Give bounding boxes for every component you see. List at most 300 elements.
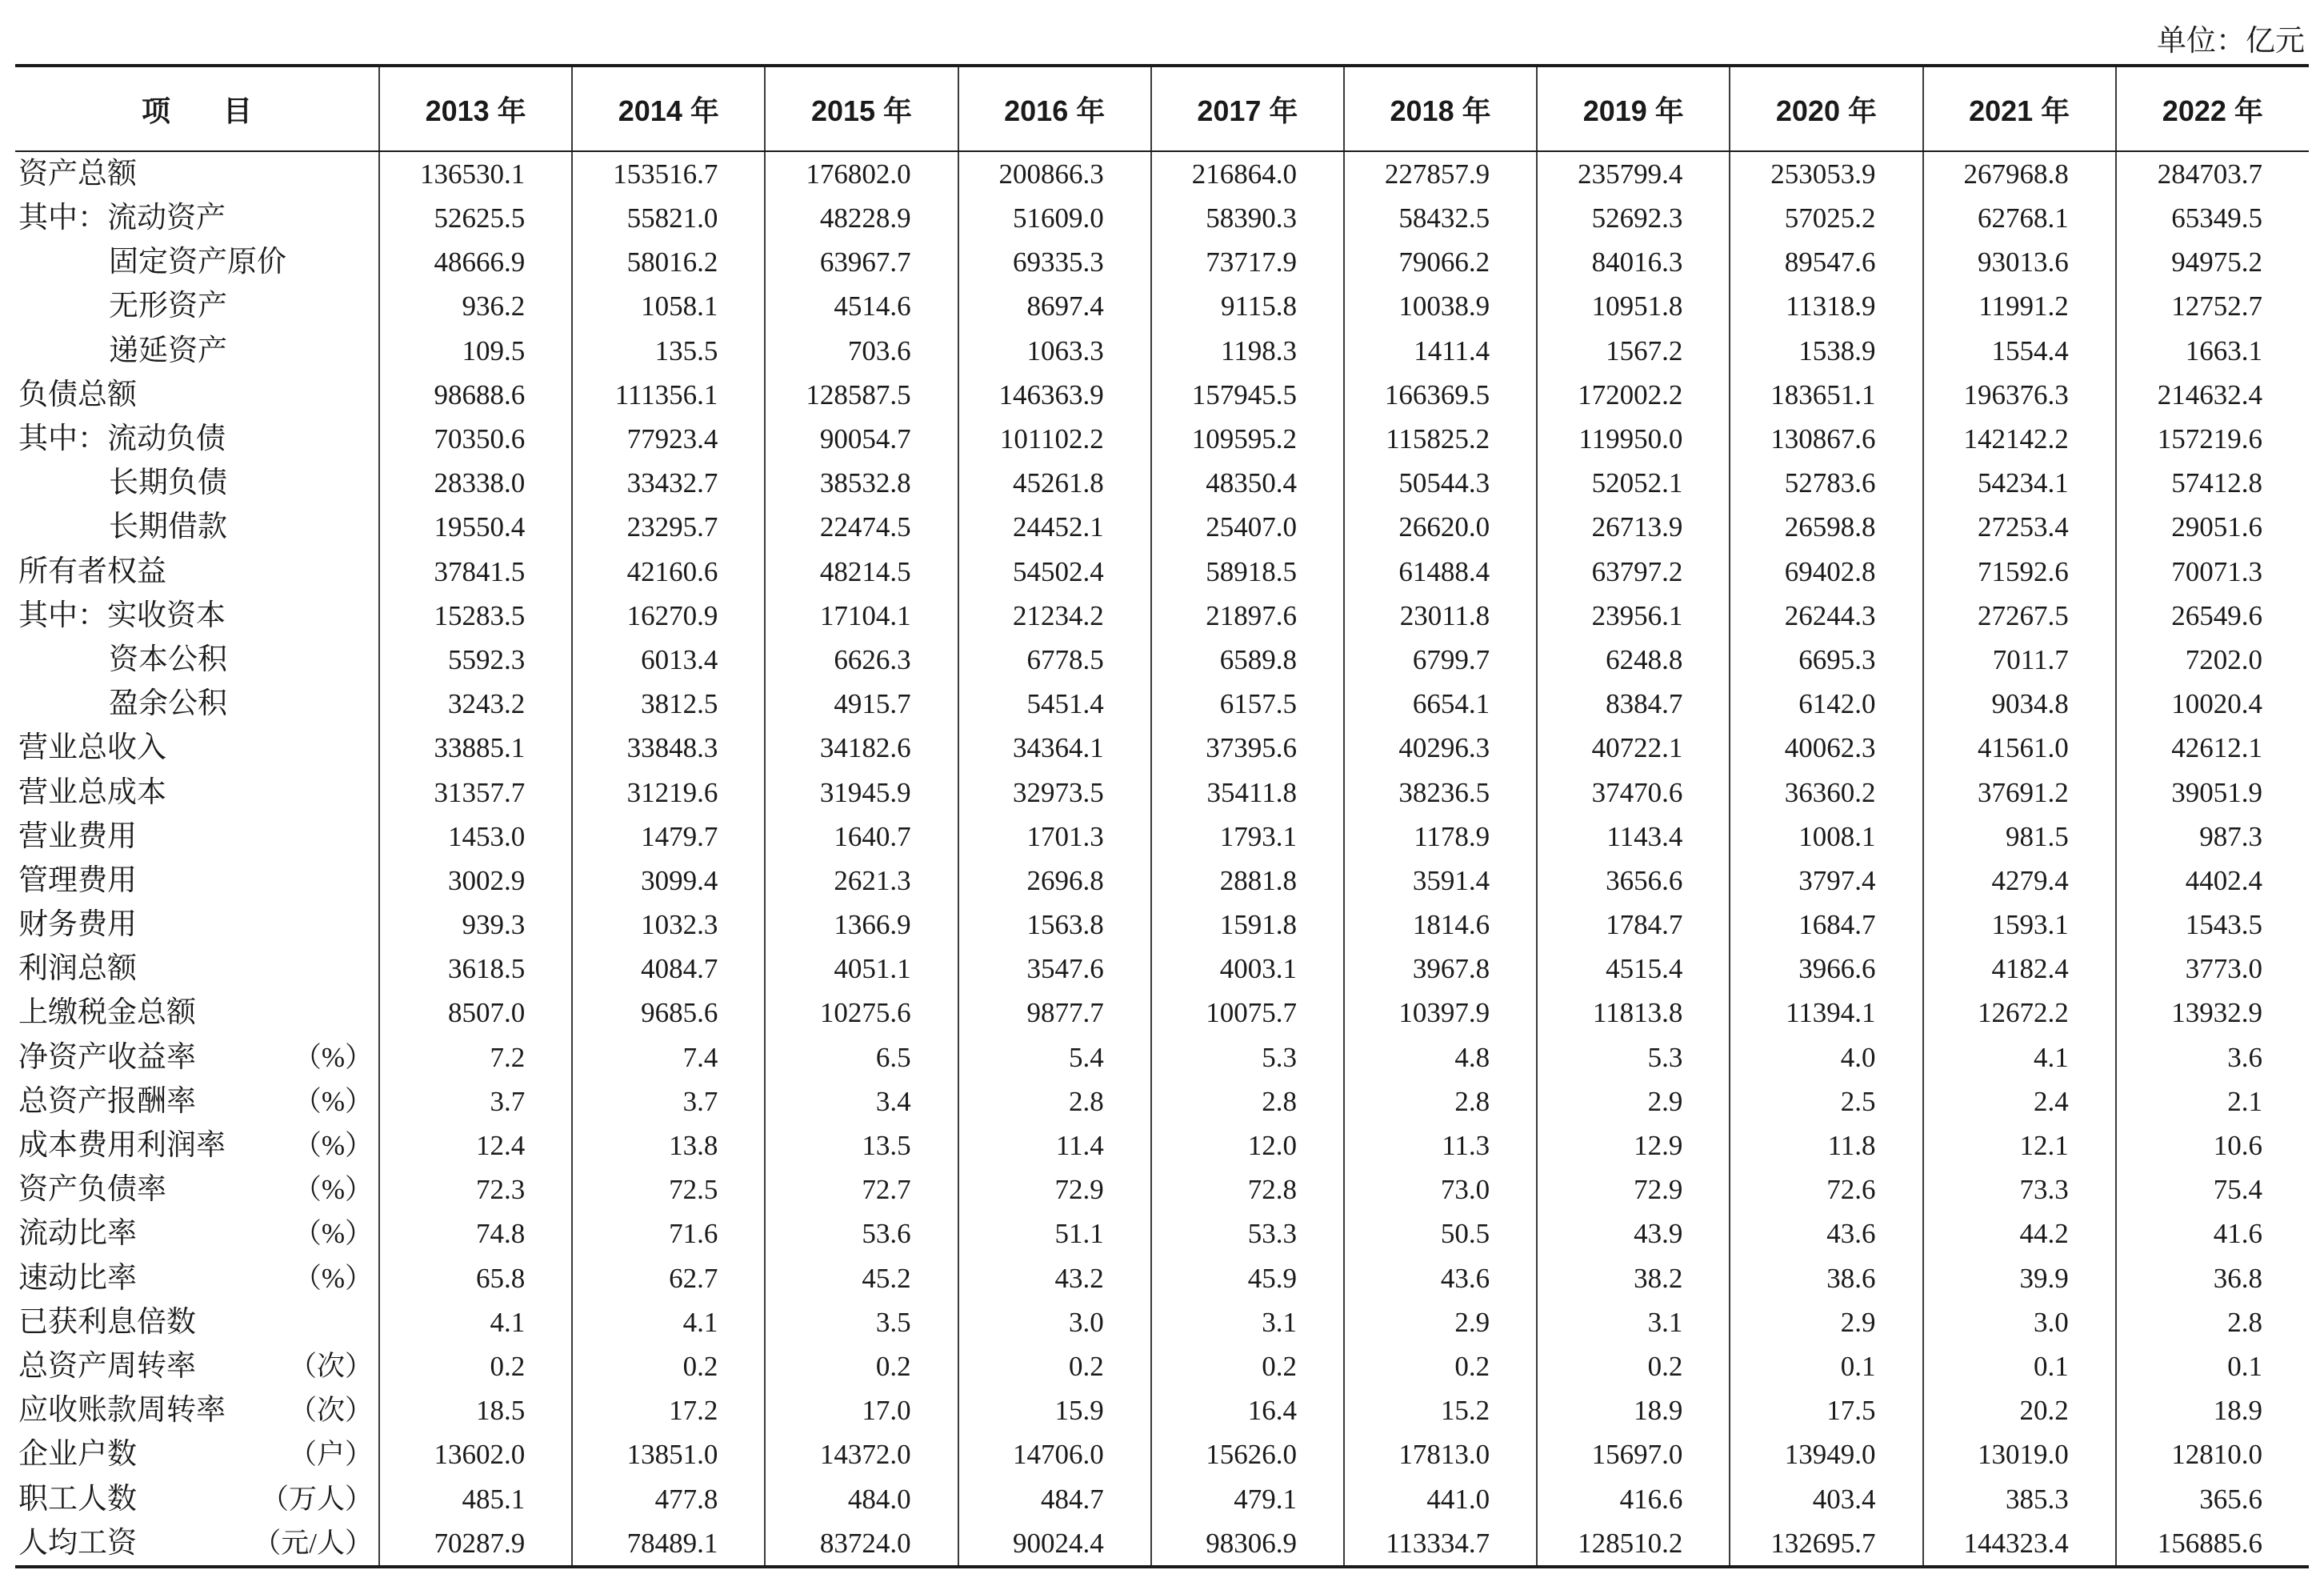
- row-label-main: [18, 1256, 137, 1300]
- value-cell: 94975.2: [2116, 240, 2309, 284]
- value-cell: 109595.2: [1151, 417, 1344, 461]
- row-label-main: [18, 1477, 137, 1521]
- value-cell: 8384.7: [1537, 682, 1730, 726]
- value-cell: 1178.9: [1344, 815, 1537, 859]
- row-label: 营业总收入: [18, 731, 166, 765]
- value-cell: 27253.4: [1923, 505, 2116, 549]
- row-label: 长期负债: [109, 467, 227, 500]
- row-label-wrap: [18, 1477, 373, 1521]
- row-label-wrap: [18, 461, 373, 505]
- row-label-wrap: [18, 373, 373, 417]
- row-label-main: [18, 1344, 196, 1388]
- row-label-cell: [15, 1167, 379, 1212]
- row-unit: （元/人）: [253, 1527, 374, 1559]
- value-cell: 477.8: [572, 1476, 765, 1520]
- value-cell: 1366.9: [765, 903, 958, 947]
- value-cell: 15697.0: [1537, 1432, 1730, 1476]
- row-unit: （%）: [293, 1085, 374, 1117]
- value-cell: 36360.2: [1730, 770, 1922, 814]
- row-label-wrap: [18, 947, 373, 991]
- row-label-cell: [15, 682, 379, 726]
- value-cell: 69335.3: [958, 240, 1151, 284]
- value-cell: 0.2: [1537, 1344, 1730, 1388]
- value-cell: 6248.8: [1537, 638, 1730, 682]
- value-cell: 21234.2: [958, 594, 1151, 638]
- value-cell: 43.2: [958, 1256, 1151, 1300]
- table-row: [15, 947, 2309, 991]
- row-label-main: [18, 1167, 166, 1212]
- value-cell: 18.5: [379, 1388, 572, 1432]
- value-cell: 75.4: [2116, 1167, 2309, 1212]
- row-label: 总资产报酬率: [18, 1084, 196, 1118]
- value-cell: 23295.7: [572, 505, 765, 549]
- table-header: [15, 66, 2309, 151]
- value-cell: 54502.4: [958, 550, 1151, 594]
- value-cell: 385.3: [1923, 1476, 2116, 1520]
- value-cell: 0.2: [572, 1344, 765, 1388]
- value-cell: 35411.8: [1151, 770, 1344, 814]
- row-label-main: [18, 284, 227, 328]
- value-cell: 40062.3: [1730, 726, 1922, 770]
- value-cell: 0.2: [1344, 1344, 1537, 1388]
- value-cell: 3.0: [1923, 1300, 2116, 1344]
- value-cell: 2.8: [1344, 1079, 1537, 1123]
- value-cell: 13.8: [572, 1123, 765, 1167]
- year-column-header: 2014 年: [572, 66, 765, 151]
- table-row: [15, 1432, 2309, 1476]
- row-label-main: [18, 991, 196, 1035]
- value-cell: 5.3: [1537, 1035, 1730, 1079]
- table-row: [15, 770, 2309, 814]
- value-cell: 132695.7: [1730, 1521, 1922, 1567]
- value-cell: 48228.9: [765, 196, 958, 240]
- row-label-wrap: [18, 594, 373, 638]
- year-column-header: 2019 年: [1537, 66, 1730, 151]
- row-label: 长期借款: [109, 511, 227, 544]
- value-cell: 6626.3: [765, 638, 958, 682]
- value-cell: 1453.0: [379, 815, 572, 859]
- row-label-main: [18, 947, 137, 991]
- value-cell: 98688.6: [379, 373, 572, 417]
- row-label-cell: [15, 151, 379, 196]
- value-cell: 484.0: [765, 1476, 958, 1520]
- value-cell: 2881.8: [1151, 859, 1344, 903]
- table-row: [15, 1079, 2309, 1123]
- value-cell: 51609.0: [958, 196, 1151, 240]
- row-label-cell: [15, 770, 379, 814]
- value-cell: 38.6: [1730, 1256, 1922, 1300]
- row-label-main: [18, 505, 227, 549]
- year-column-header: 2020 年: [1730, 66, 1922, 151]
- value-cell: 3.7: [572, 1079, 765, 1123]
- value-cell: 267968.8: [1923, 151, 2116, 196]
- value-cell: 9115.8: [1151, 284, 1344, 328]
- row-label-wrap: [18, 1521, 373, 1565]
- value-cell: 83724.0: [765, 1521, 958, 1567]
- value-cell: 136530.1: [379, 151, 572, 196]
- value-cell: 200866.3: [958, 151, 1151, 196]
- row-label-cell: [15, 240, 379, 284]
- value-cell: 74.8: [379, 1212, 572, 1256]
- value-cell: 71592.6: [1923, 550, 2116, 594]
- value-cell: 3002.9: [379, 859, 572, 903]
- value-cell: 17104.1: [765, 594, 958, 638]
- row-unit: （%）: [293, 1262, 374, 1294]
- row-label-main: [18, 417, 226, 461]
- value-cell: 5.3: [1151, 1035, 1344, 1079]
- row-label-wrap: [18, 726, 373, 770]
- value-cell: 11.4: [958, 1123, 1151, 1167]
- value-cell: 72.7: [765, 1167, 958, 1212]
- value-cell: 25407.0: [1151, 505, 1344, 549]
- value-cell: 3.4: [765, 1079, 958, 1123]
- row-label-prefix: 其中：: [18, 423, 107, 456]
- value-cell: 33432.7: [572, 461, 765, 505]
- value-cell: 27267.5: [1923, 594, 2116, 638]
- value-cell: 89547.6: [1730, 240, 1922, 284]
- value-cell: 43.6: [1344, 1256, 1537, 1300]
- row-label-wrap: [18, 1035, 373, 1079]
- value-cell: 14372.0: [765, 1432, 958, 1476]
- row-label: 营业费用: [18, 819, 137, 853]
- value-cell: 39.9: [1923, 1256, 2116, 1300]
- value-cell: 1814.6: [1344, 903, 1537, 947]
- row-label-main: [18, 1521, 137, 1565]
- value-cell: 3773.0: [2116, 947, 2309, 991]
- value-cell: 70071.3: [2116, 550, 2309, 594]
- value-cell: 32973.5: [958, 770, 1151, 814]
- value-cell: 37470.6: [1537, 770, 1730, 814]
- row-label-main: [18, 1432, 137, 1476]
- value-cell: 6142.0: [1730, 682, 1922, 726]
- row-label-main: [18, 594, 226, 638]
- value-cell: 3.1: [1151, 1300, 1344, 1344]
- value-cell: 39051.9: [2116, 770, 2309, 814]
- value-cell: 38.2: [1537, 1256, 1730, 1300]
- value-cell: 26549.6: [2116, 594, 2309, 638]
- value-cell: 4514.6: [765, 284, 958, 328]
- value-cell: 50544.3: [1344, 461, 1537, 505]
- value-cell: 36.8: [2116, 1256, 2309, 1300]
- row-label-cell: [15, 550, 379, 594]
- value-cell: 166369.5: [1344, 373, 1537, 417]
- value-cell: 2.5: [1730, 1079, 1922, 1123]
- value-cell: 4.1: [572, 1300, 765, 1344]
- row-label-main: [18, 152, 137, 196]
- table-row: [15, 1035, 2309, 1079]
- value-cell: 9685.6: [572, 991, 765, 1035]
- table-row: [15, 815, 2309, 859]
- table-row: [15, 284, 2309, 328]
- value-cell: 1563.8: [958, 903, 1151, 947]
- value-cell: 23011.8: [1344, 594, 1537, 638]
- value-cell: 63967.7: [765, 240, 958, 284]
- value-cell: 0.1: [1923, 1344, 2116, 1388]
- value-cell: 33885.1: [379, 726, 572, 770]
- value-cell: 3812.5: [572, 682, 765, 726]
- value-cell: 3797.4: [1730, 859, 1922, 903]
- value-cell: 43.6: [1730, 1212, 1922, 1256]
- value-cell: 53.3: [1151, 1212, 1344, 1256]
- table-row: [15, 638, 2309, 682]
- value-cell: 4915.7: [765, 682, 958, 726]
- row-label-main: [18, 1212, 137, 1256]
- row-label: 资产总额: [18, 158, 137, 190]
- row-label-cell: [15, 1344, 379, 1388]
- value-cell: 284703.7: [2116, 151, 2309, 196]
- value-cell: 31357.7: [379, 770, 572, 814]
- value-cell: 26598.8: [1730, 505, 1922, 549]
- value-cell: 19550.4: [379, 505, 572, 549]
- value-cell: 11.8: [1730, 1123, 1922, 1167]
- value-cell: 13.5: [765, 1123, 958, 1167]
- table-body: [15, 151, 2309, 1567]
- row-label-main: [18, 859, 137, 903]
- value-cell: 53.6: [765, 1212, 958, 1256]
- value-cell: 3.0: [958, 1300, 1151, 1344]
- table-row: [15, 1256, 2309, 1300]
- table-row: [15, 991, 2309, 1035]
- table-row: [15, 859, 2309, 903]
- row-label-prefix: 其中：: [18, 599, 107, 632]
- value-cell: 7.4: [572, 1035, 765, 1079]
- value-cell: 65349.5: [2116, 196, 2309, 240]
- value-cell: 45.2: [765, 1256, 958, 1300]
- value-cell: 6589.8: [1151, 638, 1344, 682]
- row-label: 上缴税金总额: [18, 996, 196, 1030]
- unit-note: 单位：亿元: [2157, 25, 2305, 58]
- row-label-main: [18, 1300, 196, 1344]
- value-cell: 142142.2: [1923, 417, 2116, 461]
- row-label-cell: [15, 1212, 379, 1256]
- value-cell: 156885.6: [2116, 1521, 2309, 1567]
- row-label-main: [18, 682, 227, 726]
- value-cell: 84016.3: [1537, 240, 1730, 284]
- value-cell: 51.1: [958, 1212, 1151, 1256]
- value-cell: 2.9: [1730, 1300, 1922, 1344]
- value-cell: 11.3: [1344, 1123, 1537, 1167]
- value-cell: 72.8: [1151, 1167, 1344, 1212]
- row-label-wrap: [18, 682, 373, 726]
- row-label-main: [18, 196, 226, 240]
- row-label-cell: [15, 1300, 379, 1344]
- value-cell: 11394.1: [1730, 991, 1922, 1035]
- row-label-main: [18, 1123, 226, 1167]
- value-cell: 253053.9: [1730, 151, 1922, 196]
- value-cell: 13932.9: [2116, 991, 2309, 1035]
- value-cell: 72.9: [958, 1167, 1151, 1212]
- row-label-wrap: [18, 1167, 373, 1212]
- value-cell: 2.9: [1344, 1300, 1537, 1344]
- table-row: [15, 1212, 2309, 1256]
- row-label-main: [18, 771, 166, 815]
- row-label-cell: [15, 815, 379, 859]
- row-label: 所有者权益: [18, 555, 166, 588]
- value-cell: 15.9: [958, 1388, 1151, 1432]
- value-cell: 111356.1: [572, 373, 765, 417]
- value-cell: 144323.4: [1923, 1521, 2116, 1567]
- value-cell: 4.8: [1344, 1035, 1537, 1079]
- value-cell: 3547.6: [958, 947, 1151, 991]
- row-label-cell: [15, 1256, 379, 1300]
- value-cell: 153516.7: [572, 151, 765, 196]
- year-column-header: 2013 年: [379, 66, 572, 151]
- value-cell: 101102.2: [958, 417, 1151, 461]
- value-cell: 987.3: [2116, 815, 2309, 859]
- row-label-wrap: [18, 284, 373, 328]
- row-label-cell: [15, 373, 379, 417]
- value-cell: 33848.3: [572, 726, 765, 770]
- row-label-wrap: [18, 638, 373, 682]
- value-cell: 13949.0: [1730, 1432, 1922, 1476]
- row-label-prefix: 其中：: [18, 202, 107, 235]
- row-unit: （%）: [293, 1218, 374, 1250]
- value-cell: 1554.4: [1923, 329, 2116, 373]
- value-cell: 1143.4: [1537, 815, 1730, 859]
- value-cell: 128587.5: [765, 373, 958, 417]
- row-label: 速动比率: [18, 1261, 137, 1295]
- value-cell: 48350.4: [1151, 461, 1344, 505]
- value-cell: 6799.7: [1344, 638, 1537, 682]
- value-cell: 3966.6: [1730, 947, 1922, 991]
- value-cell: 15283.5: [379, 594, 572, 638]
- row-label: 人均工资: [18, 1526, 137, 1560]
- value-cell: 485.1: [379, 1476, 572, 1520]
- row-label-cell: [15, 1388, 379, 1432]
- value-cell: 31219.6: [572, 770, 765, 814]
- value-cell: 70350.6: [379, 417, 572, 461]
- value-cell: 1479.7: [572, 815, 765, 859]
- value-cell: 0.2: [765, 1344, 958, 1388]
- row-label-cell: [15, 1035, 379, 1079]
- value-cell: 61488.4: [1344, 550, 1537, 594]
- value-cell: 6157.5: [1151, 682, 1344, 726]
- value-cell: 52625.5: [379, 196, 572, 240]
- value-cell: 12752.7: [2116, 284, 2309, 328]
- value-cell: 17.0: [765, 1388, 958, 1432]
- value-cell: 128510.2: [1537, 1521, 1730, 1567]
- table-row: [15, 1344, 2309, 1388]
- value-cell: 3591.4: [1344, 859, 1537, 903]
- row-label-cell: [15, 1432, 379, 1476]
- row-label-wrap: [18, 196, 373, 240]
- value-cell: 9877.7: [958, 991, 1151, 1035]
- value-cell: 45261.8: [958, 461, 1151, 505]
- value-cell: 176802.0: [765, 151, 958, 196]
- value-cell: 58016.2: [572, 240, 765, 284]
- table-row: [15, 550, 2309, 594]
- value-cell: 42160.6: [572, 550, 765, 594]
- table-row: [15, 240, 2309, 284]
- value-cell: 1411.4: [1344, 329, 1537, 373]
- value-cell: 11813.8: [1537, 991, 1730, 1035]
- value-cell: 72.9: [1537, 1167, 1730, 1212]
- value-cell: 43.9: [1537, 1212, 1730, 1256]
- year-column-header: 2018 年: [1344, 66, 1537, 151]
- value-cell: 1784.7: [1537, 903, 1730, 947]
- row-label: 负债总额: [18, 378, 137, 411]
- value-cell: 34364.1: [958, 726, 1151, 770]
- row-label: 已获利息倍数: [18, 1305, 196, 1339]
- value-cell: 2.8: [958, 1079, 1151, 1123]
- value-cell: 71.6: [572, 1212, 765, 1256]
- value-cell: 77923.4: [572, 417, 765, 461]
- row-unit: （万人）: [261, 1483, 374, 1515]
- value-cell: 8507.0: [379, 991, 572, 1035]
- row-label-wrap: [18, 1344, 373, 1388]
- value-cell: 416.6: [1537, 1476, 1730, 1520]
- value-cell: 1591.8: [1151, 903, 1344, 947]
- row-label-main: [18, 638, 227, 682]
- row-label-wrap: [18, 240, 373, 284]
- value-cell: 2696.8: [958, 859, 1151, 903]
- value-cell: 6.5: [765, 1035, 958, 1079]
- value-cell: 1593.1: [1923, 903, 2116, 947]
- row-label-main: [18, 373, 137, 417]
- value-cell: 26620.0: [1344, 505, 1537, 549]
- year-column-header: 2016 年: [958, 66, 1151, 151]
- value-cell: 12672.2: [1923, 991, 2116, 1035]
- value-cell: 10020.4: [2116, 682, 2309, 726]
- table-row: [15, 505, 2309, 549]
- row-label: 流动比率: [18, 1217, 137, 1251]
- value-cell: 5.4: [958, 1035, 1151, 1079]
- value-cell: 12810.0: [2116, 1432, 2309, 1476]
- value-cell: 2.9: [1537, 1079, 1730, 1123]
- value-cell: 26244.3: [1730, 594, 1922, 638]
- row-label-wrap: [18, 152, 373, 196]
- value-cell: 12.4: [379, 1123, 572, 1167]
- row-label-wrap: [18, 329, 373, 373]
- value-cell: 172002.2: [1537, 373, 1730, 417]
- value-cell: 34182.6: [765, 726, 958, 770]
- value-cell: 45.9: [1151, 1256, 1344, 1300]
- row-label-main: [18, 461, 227, 505]
- value-cell: 0.1: [1730, 1344, 1922, 1388]
- value-cell: 441.0: [1344, 1476, 1537, 1520]
- row-label: 固定资产原价: [109, 246, 286, 279]
- value-cell: 109.5: [379, 329, 572, 373]
- row-label-main: [18, 903, 137, 947]
- value-cell: 40722.1: [1537, 726, 1730, 770]
- row-label: 流动资产: [107, 202, 226, 235]
- value-cell: 90054.7: [765, 417, 958, 461]
- row-label-wrap: [18, 903, 373, 947]
- value-cell: 22474.5: [765, 505, 958, 549]
- table-row: [15, 373, 2309, 417]
- table-row: [15, 1521, 2309, 1567]
- row-unit: （%）: [293, 1041, 374, 1073]
- value-cell: 1543.5: [2116, 903, 2309, 947]
- value-cell: 4084.7: [572, 947, 765, 991]
- value-cell: 130867.6: [1730, 417, 1922, 461]
- value-cell: 1567.2: [1537, 329, 1730, 373]
- value-cell: 13019.0: [1923, 1432, 2116, 1476]
- row-label-main: [18, 240, 286, 284]
- row-label: 应收账款周转率: [18, 1394, 226, 1428]
- row-label-wrap: [18, 1300, 373, 1344]
- value-cell: 24452.1: [958, 505, 1151, 549]
- table-row: [15, 417, 2309, 461]
- value-cell: 52783.6: [1730, 461, 1922, 505]
- value-cell: 13851.0: [572, 1432, 765, 1476]
- value-cell: 58432.5: [1344, 196, 1537, 240]
- value-cell: 6778.5: [958, 638, 1151, 682]
- row-label-cell: [15, 505, 379, 549]
- value-cell: 4182.4: [1923, 947, 2116, 991]
- value-cell: 4051.1: [765, 947, 958, 991]
- value-cell: 44.2: [1923, 1212, 2116, 1256]
